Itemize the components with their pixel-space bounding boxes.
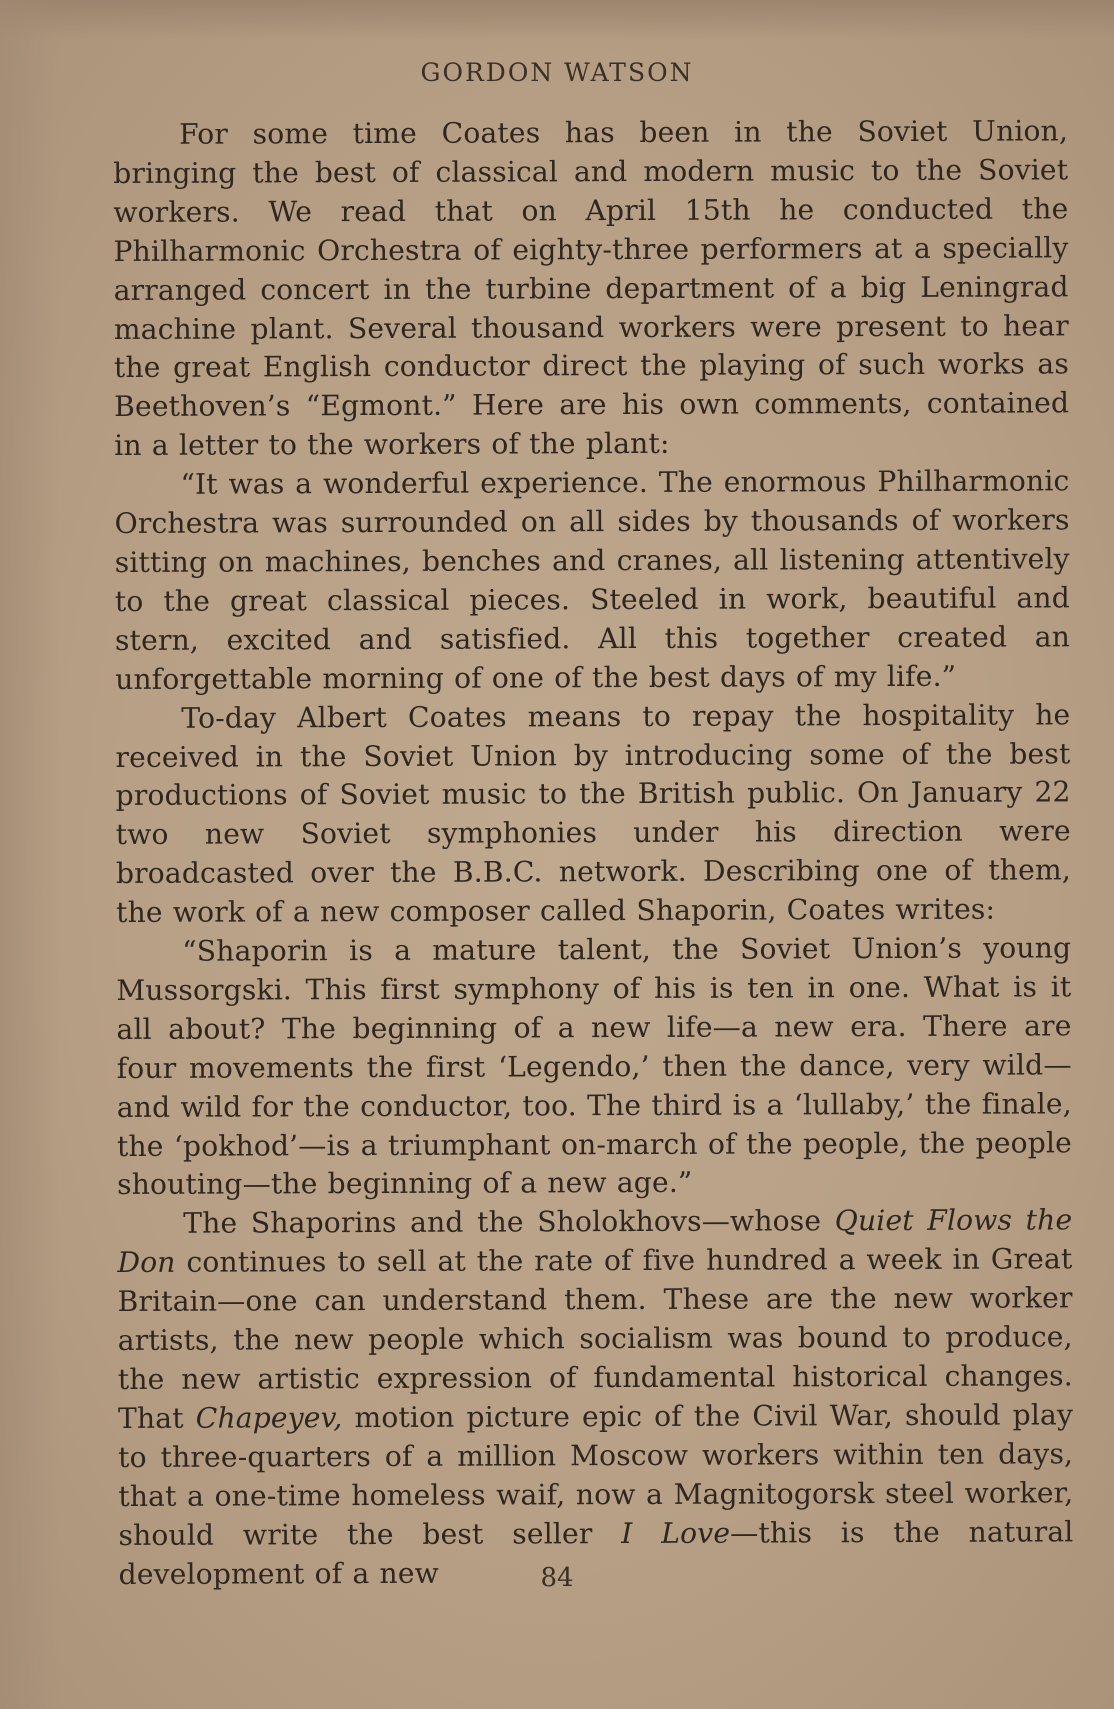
body-text [113, 112, 1074, 1594]
paragraph-1: For some time Coates has been in the Soviet Union, bringing the best of classical and modern music to the Soviet workers. We read that on April 15th he conducted the Philharmonic Orchestra of eighty-three performers at a specially arranged concert in the turbine department of a big Leningrad machine plant. Several thousand workers were present to hear the great English conductor direct the playing of such works as Beethoven’s “Egmont.” Here are his own comments, contained in a letter to the workers of the plant: [113, 114, 1070, 463]
film-title-chapeyev: Chapeyev, [195, 1401, 343, 1435]
paragraph-3: To-day Albert Coates means to repay the hospitality he received in the Soviet Union by introducing some of the best productions of Soviet music to the British public. On January 22 two new Soviet symphonies under his direction were broadcasted over the B.B.C. network. Describing one of them, the work of a new composer called Shaporin, Coates writes: [115, 697, 1071, 930]
page-gutter-shadow [0, 0, 60, 1709]
paragraph-5 [117, 1202, 1073, 1595]
paragraph-5-text: The Shaporins and the Sholokhovs—whose [183, 1204, 835, 1241]
page-number: 84 [540, 1563, 574, 1593]
paragraph-5-text: —this is the natural development of a new [118, 1514, 1074, 1591]
paragraph-2-quote: “It was a wonderful experience. The enormous Philharmonic Orchestra was surrounded on all sides by thousands of workers sitting on machines, benches and cranes, all listening attentively to the great classical pieces. Steeled in work, beautiful and stern, excited and satisfied. All this together created an unforgettable morning of one of the best days of my life.” [114, 464, 1071, 696]
paragraph-4-quote: “Shaporin is a mature talent, the Soviet Union’s young Mussorgski. This first symphony of his is ten in one. What is it all about? The beginning of a new life—a new era. There are four movements the first ‘Legendo,’ then the dance, very wild—and wild for the conductor, too. The third is a ‘lullaby,’ the finale, the ‘pokhod’—is a triumphant on-march of the people, the people shouting—the beginning of a new age.” [116, 931, 1073, 1202]
running-head: GORDON WATSON [420, 58, 694, 87]
page-edge-shadow [0, 0, 1114, 40]
paragraph-5-text: continues to sell at the rate of five hundred a week in Great Britain—one can understand them. These are the new worker artists, the new people which socialism was bound to produce, the new artistic expression of fundamental historical changes. That [117, 1242, 1073, 1435]
paragraph-5-text: motion picture epic of the Civil War, should play to three-quarters of a million Moscow workers within ten days, that a one-time homeless waif, now a Magnitogorsk steel worker, should write the best seller [118, 1398, 1074, 1552]
book-title-i-love: I Love [621, 1516, 731, 1550]
book-title-quiet-flows-the-don: Quiet Flows the Don [117, 1203, 1073, 1280]
